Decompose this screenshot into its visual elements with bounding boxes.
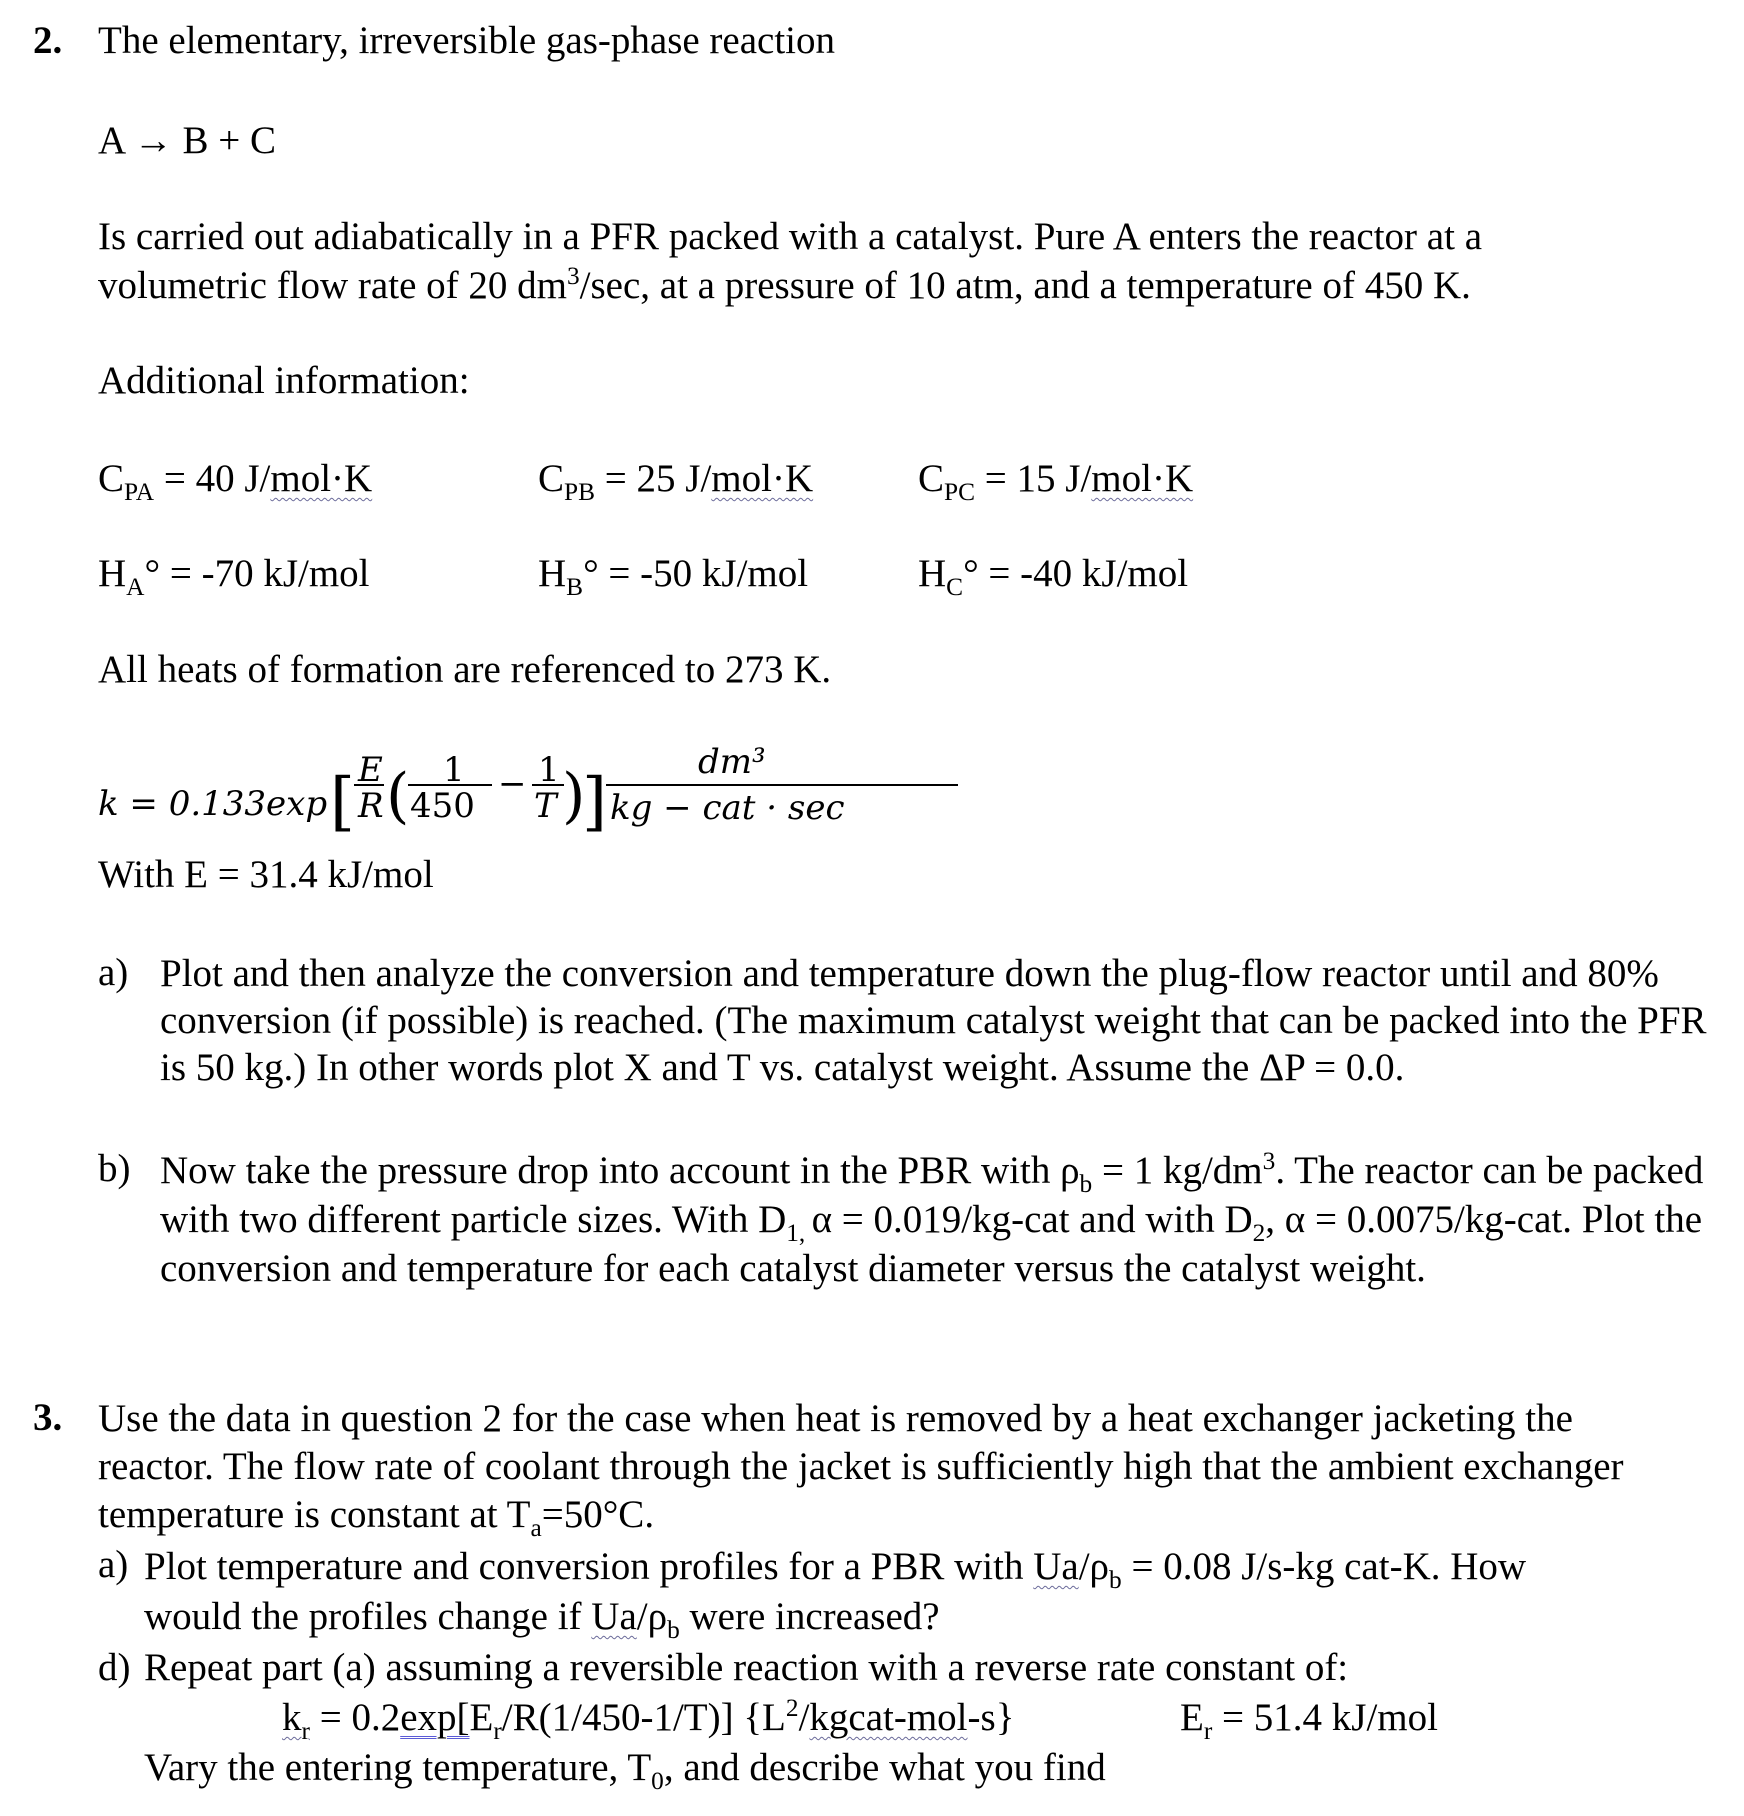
reverse-activation-energy	[1180, 1695, 1438, 1745]
cp-unit: mol·K	[270, 457, 373, 500]
cp-symbol: C	[538, 457, 565, 500]
numerator-one-b: 1	[538, 750, 560, 790]
a-text-1: Plot temperature and conversion profiles for a PBR with	[144, 1545, 1034, 1588]
a-text-3: = 0.08 J/s-kg cat-K. How	[1121, 1545, 1527, 1588]
k-lhs: k = 0.133exp	[98, 784, 328, 824]
numerator-one: 1	[443, 750, 465, 790]
a-line2-ua: Ua	[591, 1595, 637, 1638]
a-text-2: /ρ	[1078, 1545, 1110, 1588]
er-e: E	[1180, 1696, 1204, 1739]
part-label: b)	[98, 1147, 131, 1190]
cp-unit: mol·K	[1091, 457, 1194, 500]
q3-intro-text: Use the data in question 2 for the case when heat is removed by a heat exchanger jacketing the reactor. The flow rate of coolant through the jacket is sufficiently high that the ambient exchanger temperature is constant at T	[98, 1397, 1624, 1536]
cp-subscript: PC	[944, 477, 976, 506]
b-text-3: . The reactor can be packed with two different particle sizes. With D	[160, 1149, 1704, 1241]
hf-subscript: B	[566, 572, 584, 601]
hf-subscript: A	[126, 572, 145, 601]
cp-subscript: PA	[124, 477, 155, 506]
right-bracket: ]	[582, 765, 607, 839]
hf-c	[918, 551, 1189, 601]
cp-b	[538, 456, 814, 506]
er-sub: r	[1203, 1716, 1213, 1745]
desc-sup: 3	[566, 262, 580, 290]
a-line2-text-1: would the profiles change if	[144, 1595, 592, 1638]
question-2-intro: The elementary, irreversible gas-phase reaction	[98, 19, 836, 62]
desc-text-b: /sec, at a pressure of 10 atm, and a temperature of 450 K.	[579, 264, 1471, 307]
a-sub: b	[1109, 1565, 1122, 1594]
cp-subscript: PB	[564, 477, 596, 506]
reverse-rate-constant	[282, 1694, 1015, 1745]
cp-value: = 25 J/	[595, 457, 712, 500]
part-label: d)	[98, 1646, 131, 1689]
kr-text-4: /	[798, 1696, 810, 1739]
minus-sign: −	[498, 764, 527, 804]
vary-temperature-instruction	[144, 1745, 1106, 1795]
hf-subscript: C	[946, 572, 964, 601]
kr-exp: exp[	[400, 1696, 470, 1739]
hf-value: ° = -50 kJ/mol	[583, 552, 809, 595]
a-line2-text-2: /ρ	[636, 1595, 668, 1638]
denominator-450: 450	[410, 786, 475, 826]
kr-unit: kgcat-mol	[809, 1696, 968, 1739]
question-3-intro	[98, 1395, 1698, 1542]
b-sub-3: 1,	[786, 1218, 812, 1247]
b-sub-4: 2	[1252, 1218, 1266, 1247]
reference-temperature-note: All heats of formation are referenced to 273 K.	[98, 648, 832, 691]
desc-text-a: volumetric flow rate of 20 dm	[98, 264, 567, 307]
unit-numerator: dm³	[698, 742, 766, 782]
kr-sup: 2	[785, 1694, 799, 1722]
part-text	[144, 1542, 1724, 1642]
hf-symbol: H	[918, 552, 947, 595]
er-value: = 51.4 kJ/mol	[1212, 1696, 1438, 1739]
activation-energy: With E = 31.4 kJ/mol	[98, 853, 434, 896]
kr-text-5: -s}	[967, 1696, 1015, 1739]
cp-symbol: C	[918, 457, 945, 500]
vary-text-2: , and describe what you find	[663, 1746, 1106, 1789]
hf-value: ° = -40 kJ/mol	[963, 552, 1189, 595]
description-line-1: Is carried out adiabatically in a PFR packed with a catalyst. Pure A enters the reactor at a	[98, 215, 1483, 258]
hf-b	[538, 551, 809, 601]
cp-value: = 40 J/	[154, 457, 271, 500]
unit-fraction-bar	[606, 784, 958, 786]
right-paren: )	[562, 761, 586, 831]
additional-information-heading: Additional information:	[98, 359, 470, 402]
a-line2-text-3: were increased?	[679, 1595, 940, 1638]
question-2-number: 2.	[33, 19, 63, 62]
vary-sub: 0	[651, 1766, 664, 1795]
hf-symbol: H	[98, 552, 127, 595]
part-text	[160, 1146, 1740, 1293]
unit-denominator: kg − cat · sec	[610, 788, 845, 828]
q3-intro-text-2: =50°C.	[541, 1493, 655, 1536]
left-bracket: [	[330, 765, 355, 839]
cp-value: = 15 J/	[975, 457, 1092, 500]
b-sub-1: b	[1079, 1169, 1093, 1198]
vary-text-1: Vary the entering temperature, T	[144, 1746, 652, 1789]
kr-text-3: /R(1/450-1/T)] {L	[501, 1696, 786, 1739]
a-ua: Ua	[1033, 1545, 1079, 1588]
left-paren: (	[386, 761, 410, 831]
b-text-5: , α = 0.0075/kg-cat. Plot the conversion and temperature for each catalyst diameter versus the catalyst weight.	[160, 1198, 1703, 1290]
b-sup-2: 3	[1262, 1147, 1276, 1175]
b-text-1: Now take the pressure drop into account in the PBR with ρ	[160, 1149, 1080, 1192]
question-3-number: 3.	[33, 1396, 63, 1439]
hf-a	[98, 551, 370, 601]
cp-unit: mol·K	[711, 457, 814, 500]
cp-symbol: C	[98, 457, 125, 500]
cp-c	[918, 456, 1194, 506]
r-symbol: R	[358, 786, 384, 826]
part-label: a)	[98, 951, 129, 994]
part-text: Plot and then analyze the conversion and temperature down the plug-flow reactor until and 80% conversion (if possible) is reached. (The maximum catalyst weight that can be packed into the PFR is 50 kg.) In other words plot X and T vs. catalyst weight. Assume the ΔP = 0.0.	[160, 952, 1707, 1089]
kr-sub: r	[301, 1716, 310, 1745]
part-label: a)	[98, 1543, 129, 1586]
kr-symbol	[282, 1696, 310, 1745]
description-line-2	[98, 263, 1471, 310]
reaction-equation: A → B + C	[98, 119, 277, 162]
part-text: Repeat part (a) assuming a reversible reaction with a reverse rate constant of:	[144, 1646, 1349, 1689]
q3-intro-sub: a	[530, 1513, 542, 1542]
kr-k: k	[282, 1696, 302, 1739]
b-text-4: α = 0.019/kg-cat and with D	[811, 1198, 1253, 1241]
hf-value: ° = -70 kJ/mol	[144, 552, 370, 595]
b-text-2: = 1 kg/dm	[1092, 1149, 1263, 1192]
t-symbol: T	[534, 786, 557, 826]
cp-a	[98, 456, 373, 506]
a-line2-sub: b	[667, 1615, 680, 1644]
kr-text-2: E	[469, 1696, 494, 1739]
hf-symbol: H	[538, 552, 567, 595]
kr-text-2-sub: r	[493, 1716, 502, 1745]
kr-text-1: = 0.2	[309, 1696, 401, 1739]
e-symbol: E	[358, 750, 383, 790]
